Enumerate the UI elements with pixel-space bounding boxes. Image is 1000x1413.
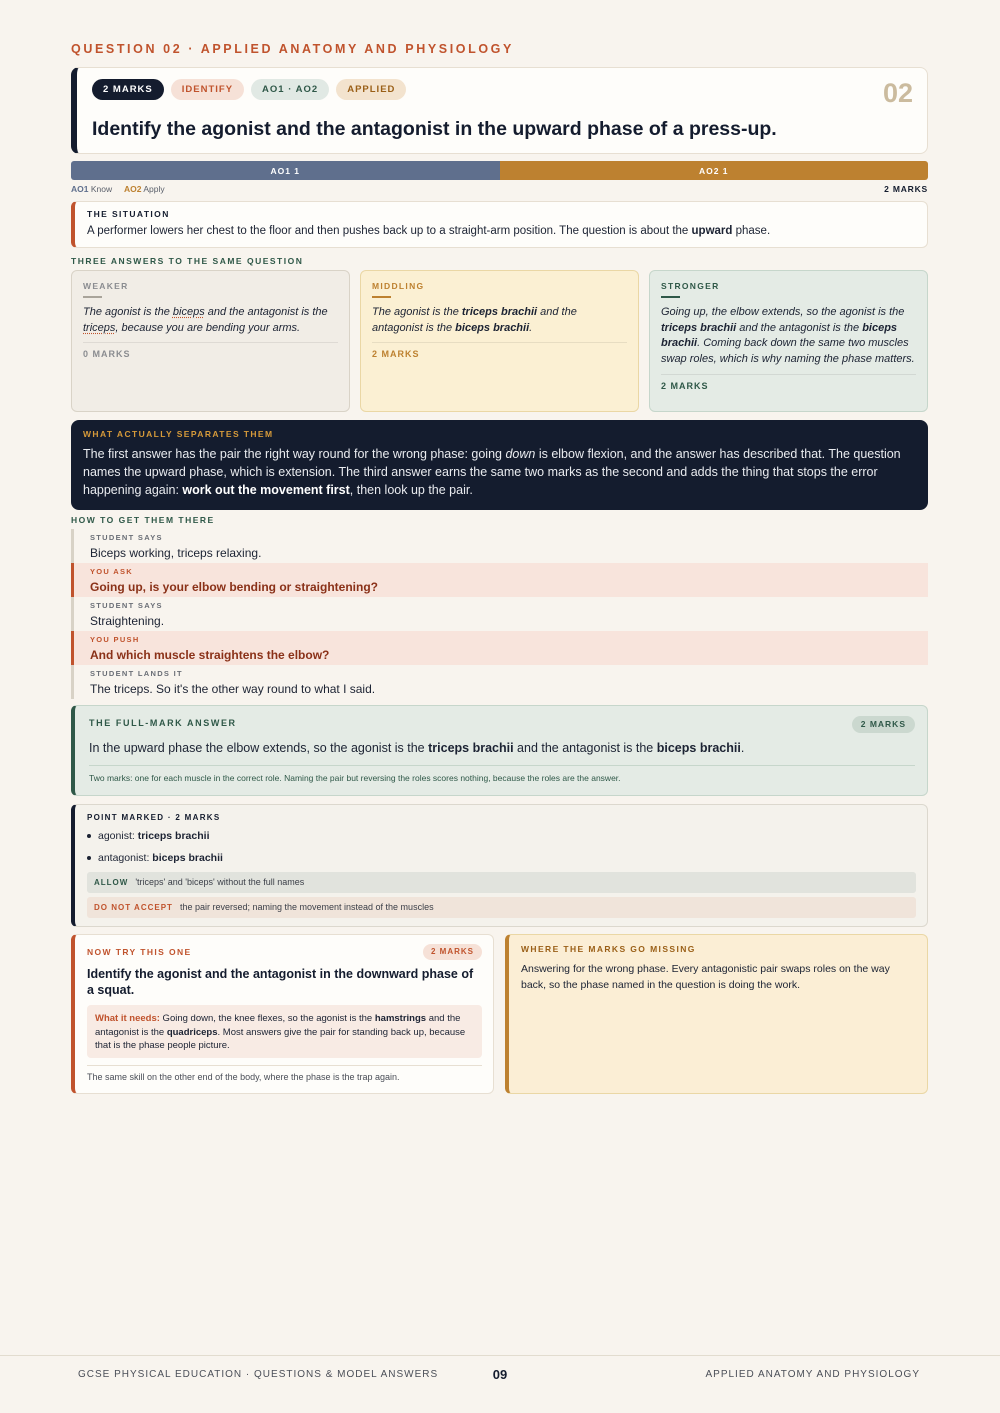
ao-tag: AO1 · AO2	[251, 79, 329, 100]
point-marked-label: POINT MARKED · 2 MARKS	[87, 813, 221, 822]
legend-ao1-code: AO1	[71, 184, 89, 194]
marks-missing-label: WHERE THE MARKS GO MISSING	[521, 944, 696, 954]
try-this-footnote: The same skill on the other end of the body, where the phase is the trap again.	[87, 1072, 400, 1082]
footer-left: GCSE PHYSICAL EDUCATION · QUESTIONS & MODEL ANSWERS	[78, 1369, 439, 1380]
dialogue-text: And which muscle straightens the elbow?	[90, 648, 330, 662]
separates-label: WHAT ACTUALLY SEPARATES THEM	[83, 429, 274, 439]
dialogue-text: The triceps. So it's the other way round to what I said.	[90, 682, 376, 696]
separates-text: The first answer has the pair the right way round for the wrong phase: going down is elbow flexion, and the answer has described that. The question names the upward phase, which is extension. The third answer earns the same two marks as the second and adds the thing that stops the error happening again: work out the movement first, then look up the pair.	[83, 447, 901, 497]
section-kicker: QUESTION 02 · APPLIED ANATOMY AND PHYSIOLOGY	[71, 42, 514, 56]
dialogue-line	[71, 665, 928, 699]
legend-ao1-text: Know	[90, 184, 113, 194]
try-this-box	[71, 934, 494, 1094]
answer-divider	[661, 374, 916, 375]
point-marked-item: antagonist: biceps brachii	[87, 852, 223, 864]
answer-rule	[661, 296, 680, 298]
dialogue-line	[71, 597, 928, 631]
full-mark-answer-box	[71, 705, 928, 796]
situation-text: A performer lowers her chest to the floor and then pushes back up to a straight-arm position. The question is about the upward phase.	[87, 225, 771, 237]
dialogue-line-prompt	[71, 631, 928, 665]
answer-rule	[372, 296, 391, 298]
answer-level-label: STRONGER	[661, 281, 720, 291]
dialogue-role: YOU ASK	[90, 567, 133, 576]
answer-rule	[83, 296, 102, 298]
try-this-question: Identify the agonist and the antagonist in the downward phase of a squat.	[87, 967, 474, 997]
page-number: 09	[492, 1367, 508, 1382]
answer-weaker	[71, 270, 350, 412]
command-word-tag: IDENTIFY	[171, 79, 244, 100]
dialogue-role: STUDENT SAYS	[90, 601, 163, 610]
full-mark-note: Two marks: one for each muscle in the correct role. Naming the pair but reversing the roles scores nothing, because the roles are the answer.	[89, 773, 621, 783]
answer-text: The agonist is the biceps and the antagonist is the triceps, because you are bending your arms.	[83, 306, 328, 334]
answer-level-label: MIDDLING	[372, 281, 425, 291]
try-this-badge: 2 MARKS	[423, 944, 482, 960]
full-mark-label: THE FULL-MARK ANSWER	[89, 718, 237, 728]
dialogue-role: STUDENT LANDS IT	[90, 669, 183, 678]
try-this-needs: What it needs: Going down, the knee flexes, so the agonist is the hamstrings and the antagonist is the quadriceps. Most answers give the pair for standing back up, because that is the phase people picture.	[87, 1005, 482, 1058]
ao-split-bar	[71, 161, 928, 180]
marks-missing-text: Answering for the wrong phase. Every antagonistic pair swaps roles on the way back, so the phase named in the question is doing the work.	[521, 963, 890, 991]
answer-marks: 2 MARKS	[372, 349, 420, 360]
dialogue-text: Straightening.	[90, 614, 165, 628]
question-number: 02	[882, 78, 913, 108]
answer-marks: 2 MARKS	[661, 380, 709, 391]
do-not-accept-row: DO NOT ACCEPT the pair reversed; naming the movement instead of the muscles	[87, 897, 916, 918]
answer-level-label: WEAKER	[83, 281, 129, 291]
answer-text: Going up, the elbow extends, so the agonist is the triceps brachii and the antagonist is the biceps brachii. Coming back down the same two muscles swap roles, which is why naming the phase matters.	[661, 306, 915, 366]
question-card	[71, 67, 928, 154]
type-tag: APPLIED	[336, 79, 406, 100]
legend-ao2-text: Apply	[143, 184, 165, 194]
marks-tag: 2 MARKS	[92, 79, 164, 100]
full-mark-text: In the upward phase the elbow extends, so the agonist is the triceps brachii and the antagonist is the biceps brachii.	[89, 741, 745, 755]
dialogue-role: YOU PUSH	[90, 635, 140, 644]
page-footer	[0, 1355, 1000, 1413]
answers-section-label: THREE ANSWERS TO THE SAME QUESTION	[71, 256, 304, 266]
tag-row	[92, 79, 406, 100]
question-text: Identify the agonist and the antagonist in the upward phase of a press-up.	[92, 118, 777, 140]
dialogue-text: Going up, is your elbow bending or straightening?	[90, 580, 378, 594]
answer-stronger	[649, 270, 928, 412]
answer-divider	[372, 342, 627, 343]
dialogue-line-prompt	[71, 563, 928, 597]
answer-text: The agonist is the triceps brachii and the antagonist is the biceps brachii.	[372, 306, 577, 334]
point-marked-item: agonist: triceps brachii	[87, 830, 209, 842]
ao-legend	[71, 184, 165, 194]
separates-box	[71, 420, 928, 510]
full-mark-badge: 2 MARKS	[852, 716, 915, 733]
dialogue-line	[71, 529, 928, 563]
marks-missing-box	[505, 934, 928, 1094]
dialogue-role: STUDENT SAYS	[90, 533, 163, 542]
dialogue-text: Biceps working, triceps relaxing.	[90, 546, 262, 560]
try-this-divider	[87, 1065, 482, 1066]
total-marks: 2 MARKS	[884, 184, 928, 194]
full-mark-divider	[89, 765, 915, 766]
footer-right: APPLIED ANATOMY AND PHYSIOLOGY	[705, 1369, 920, 1380]
ao2-segment: AO2 1	[500, 161, 929, 180]
situation-label: THE SITUATION	[87, 209, 170, 219]
dialogue-section-label: HOW TO GET THEM THERE	[71, 515, 215, 525]
legend-ao2-code: AO2	[123, 184, 142, 194]
ao1-segment: AO1 1	[71, 161, 500, 180]
try-this-label: NOW TRY THIS ONE	[87, 947, 192, 957]
answer-middling	[360, 270, 639, 412]
answer-marks: 0 MARKS	[83, 349, 131, 360]
point-marked-box	[71, 804, 928, 927]
answer-divider	[83, 342, 338, 343]
allow-row: ALLOW 'triceps' and 'biceps' without the full names	[87, 872, 916, 893]
situation-box	[71, 201, 928, 248]
